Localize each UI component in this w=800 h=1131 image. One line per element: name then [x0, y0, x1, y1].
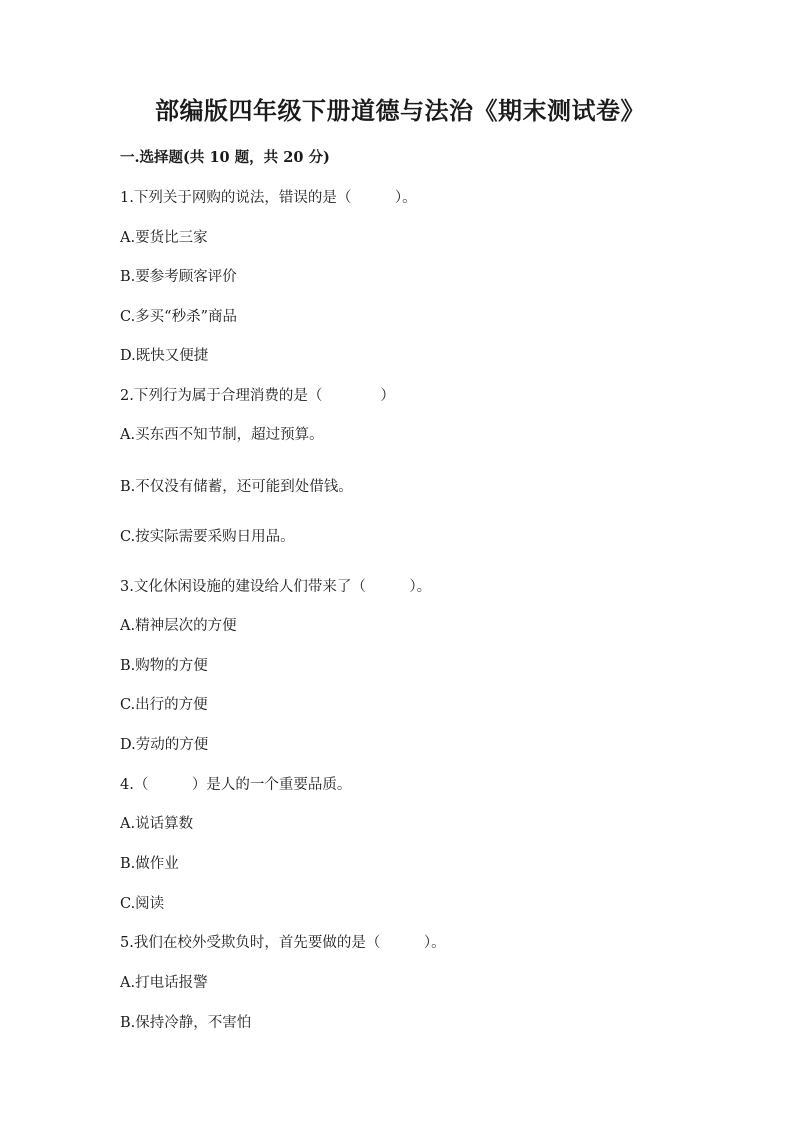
- q2-option-c: C.按实际需要采购日用品。: [120, 529, 295, 545]
- section-heading: 一.选择题(共 10 题，共 20 分): [120, 149, 330, 166]
- q1-option-c: C.多买“秒杀”商品: [120, 309, 238, 325]
- q1-option-b: B.要参考顾客评价: [120, 269, 237, 285]
- q4-option-a: A.说话算数: [120, 816, 194, 832]
- q2-option-b: B.不仅没有储蓄，还可能到处借钱。: [120, 479, 353, 495]
- question-4: 4.（ ）是人的一个重要品质。: [120, 777, 352, 793]
- q3-option-a: A.精神层次的方便: [120, 618, 237, 634]
- page-title: 部编版四年级下册道德与法治《期末测试卷》: [155, 96, 645, 125]
- question-3: 3.文化休闲设施的建设给人们带来了（ ）。: [120, 579, 432, 595]
- q1-option-d: D.既快又便捷: [120, 348, 209, 364]
- q3-option-c: C.出行的方便: [120, 697, 208, 713]
- q3-option-d: D.劳动的方便: [120, 737, 209, 753]
- q4-option-c: C.阅读: [120, 896, 165, 912]
- question-2: 2.下列行为属于合理消费的是（ ）: [120, 388, 395, 404]
- question-1: 1.下列关于网购的说法，错误的是（ ）。: [120, 190, 417, 206]
- question-5: 5.我们在校外受欺负时，首先要做的是（ ）。: [120, 935, 446, 951]
- q5-option-b: B.保持冷静，不害怕: [120, 1015, 252, 1031]
- q1-option-a: A.要货比三家: [120, 230, 208, 246]
- q5-option-a: A.打电话报警: [120, 975, 208, 991]
- q3-option-b: B.购物的方便: [120, 658, 208, 674]
- q4-option-b: B.做作业: [120, 856, 179, 872]
- q2-option-a: A.买东西不知节制，超过预算。: [120, 427, 324, 443]
